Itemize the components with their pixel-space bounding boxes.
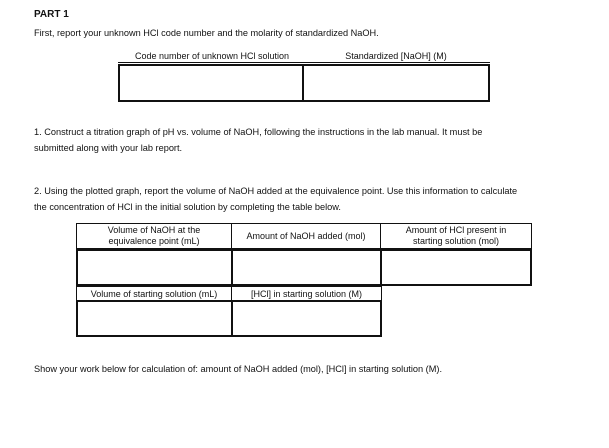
table1-header-code: Code number of unknown HCl solution [134,51,290,61]
starting-volume-cell[interactable] [76,300,233,337]
table2-header-volume: Volume of NaOH at the equivalence point (mL) [107,225,201,246]
volume-equivalence-cell[interactable] [76,249,233,286]
table2-header-naoh-cell [231,223,381,249]
table3-header-hcl: [HCl] in starting solution (M) [250,288,363,299]
table2-header-volume-cell [76,223,232,249]
table3-header-volume: Volume of starting solution (mL) [90,288,218,299]
code-number-cell[interactable] [118,64,304,102]
table2-header-hcl: Amount of HCl present in starting solution (mol) [405,225,507,246]
item2-text-line1: 2. Using the plotted graph, report the volume of NaOH added at the equivalence point. Use this information to calculate [34,186,518,196]
show-work-text: Show your work below for calculation of: amount of NaOH added (mol), [HCl] in starting solution (M). [34,364,442,374]
part-heading: PART 1 [34,9,69,20]
table1-header-naoh: Standardized [NaOH] (M) [345,51,447,61]
naoh-added-cell[interactable] [231,249,382,286]
intro-text: First, report your unknown HCl code number and the molarity of standardized NaOH. [34,28,379,38]
table2-header-naoh: Amount of NaOH added (mol) [246,230,366,241]
table1-header-rule [118,62,490,63]
hcl-concentration-cell[interactable] [231,300,382,337]
item1-text-line1: 1. Construct a titration graph of pH vs. volume of NaOH, following the instructions in the lab manual. It must be [34,127,483,137]
table3-header-hcl-cell [231,286,382,301]
naoh-molarity-cell[interactable] [302,64,490,102]
hcl-present-cell[interactable] [380,249,532,286]
item2-text-line2: the concentration of HCl in the initial solution by completing the table below. [34,202,341,212]
table2-header-hcl-cell [380,223,532,249]
table3-header-volume-cell [76,286,232,301]
item1-text-line2: submitted along with your lab report. [34,143,183,153]
